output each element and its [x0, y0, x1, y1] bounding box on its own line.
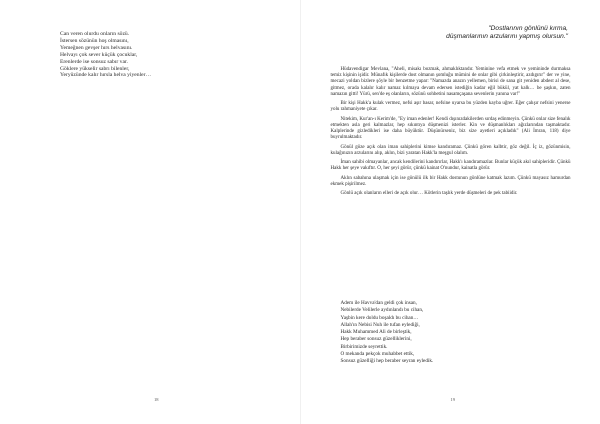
poem-line: Helvayı çok sever küçük çocuklar, [60, 51, 138, 58]
poem-line: Erenlerde ise sonsuz sabır var. [60, 58, 128, 65]
poem-line: Allah'ın Nebisi Nuh ile tufan eylediği, [340, 321, 420, 328]
paragraph: Gönlü açık olanların elleri de açık olur… Kötlerin taşlık yerde düşmeleri de pek tabiidir. [340, 191, 518, 197]
quote-line: "Dostlarının gönlünü kırma, [488, 25, 568, 32]
page-number: 18 [154, 397, 159, 402]
poem-line: Yeryüzünde kalır hırsla helva yiyenler… [60, 72, 152, 79]
poem-line: Yaşbin kere doldu boşaldı bu cihan… [340, 314, 419, 321]
left-poem [60, 31, 270, 79]
paragraph: Gönül göze açık olan iman sahiplerini kimse kandıramaz. Çünkü gören kalbtir, göz değil. İç iz, gözünmisin, kulağınızın arzularını alıp, aklın, bizi yaratan Hakk'la meşgul olalım. [330, 144, 571, 156]
chapter-quote [318, 25, 568, 42]
paragraph: Hüdavendigar Mevlana, "Aheli, misakı bozmak, ahmaklıktandır. Yeminine vefa etmek ve yemininde durmaksa temiz kişinin işidir. Münafık kişilerde dost olmanın şomluğu mümini de onlar gibi çirkinleştirir, azdıgırır" der ve yine, mecazi yoldan bizlere şöyle bir benzetme yapar: "Namazda anazın yellemen, birisi de sana git yeniden abdest al dese, gitmez, orada kalalır kalır namaz kılmaya devam edersen istediğin kadar eğil bükül, yat kalk… be şaşkın, zaten namazın gitti! Yürü, sen'de eş olanların, sözünü sohbetini nasamçaşana sevenlerin yanına var!" [330, 67, 571, 97]
paragraph: Aklın sabahına ulaşmak için ise gönülü ilk bir Hakk dostunun gönlüne katmak lazım. Çünkü mayasız hamurdan ekmek pişirilmez. [330, 175, 571, 187]
body-text [331, 67, 571, 200]
right-page [301, 0, 600, 424]
poem-line: Göklere yükselir sabrı bilenler, [60, 65, 130, 72]
poem-line: Sonsuz güzelliği hep beraber seyran eyledik. [340, 358, 434, 365]
paragraph: Nitekim, Kur'an-ı Kerim'de, "Ey iman edenler! Kendi dışınızdakilerden sırdaş edinmeyin. Çünkü onlar size fenalık etmekten asla geri kalmazlar, hep sıkıntıya düşmenizi isterler. Kin ve düşmanlıkları ağızlarından taşmaktadır. Kalplerinde gizledikleri ise daha büyüktür. Düşünürseniz, biz size ayetleri açıkladık" (Ali İmran, 118) diye buyrulmaktadır. [330, 116, 571, 141]
paragraph: İman sahibi olmayanlar, ancak kendilerini kandırırlar, Hakk'ı kandıramazlar. Bunlar küçük akıl sahipleridir. Çünkü Hakk her şeye vakıftır. O, her şeyi görür, çünkü kainat O'nundur, kainatla görür. [330, 160, 571, 172]
poem-line: Hakk Muhammed Ali de birleştik, [340, 329, 412, 336]
quote-line: düşmanlarının arzularını yapmış olursun." [446, 33, 568, 41]
poem-line: İstersen sözünün hoş olmasını, [60, 37, 129, 44]
poem-line: Can veren olurdu onların sözü. [60, 31, 130, 37]
paragraph: Bir kişi Hakk'a kulak vermez, nefsi aşır basar, nefsine uyarsa bu yüzden kayba uğrer. Eğer çalışır nefsini yenerse yolu rahmaniyete çıkar. [330, 101, 571, 113]
poem-line: Nebilerde Velilerle aydınlandı bu cihan, [340, 307, 424, 314]
poem-line: Adem ile Havva'dan geldi çok insan, [340, 300, 417, 306]
poem-line: Birbirimizde seyrettik. [340, 343, 388, 350]
poem-line: Hep beraber sonsuz güzelliklerini, [340, 336, 412, 343]
right-poem [341, 300, 561, 366]
poem-line: Yemeğnen gevşer hırs helvasını. [60, 44, 133, 51]
poem-line: O mekanda pekçok muhabbet ettik, [340, 351, 415, 358]
page-number: 19 [450, 397, 455, 402]
